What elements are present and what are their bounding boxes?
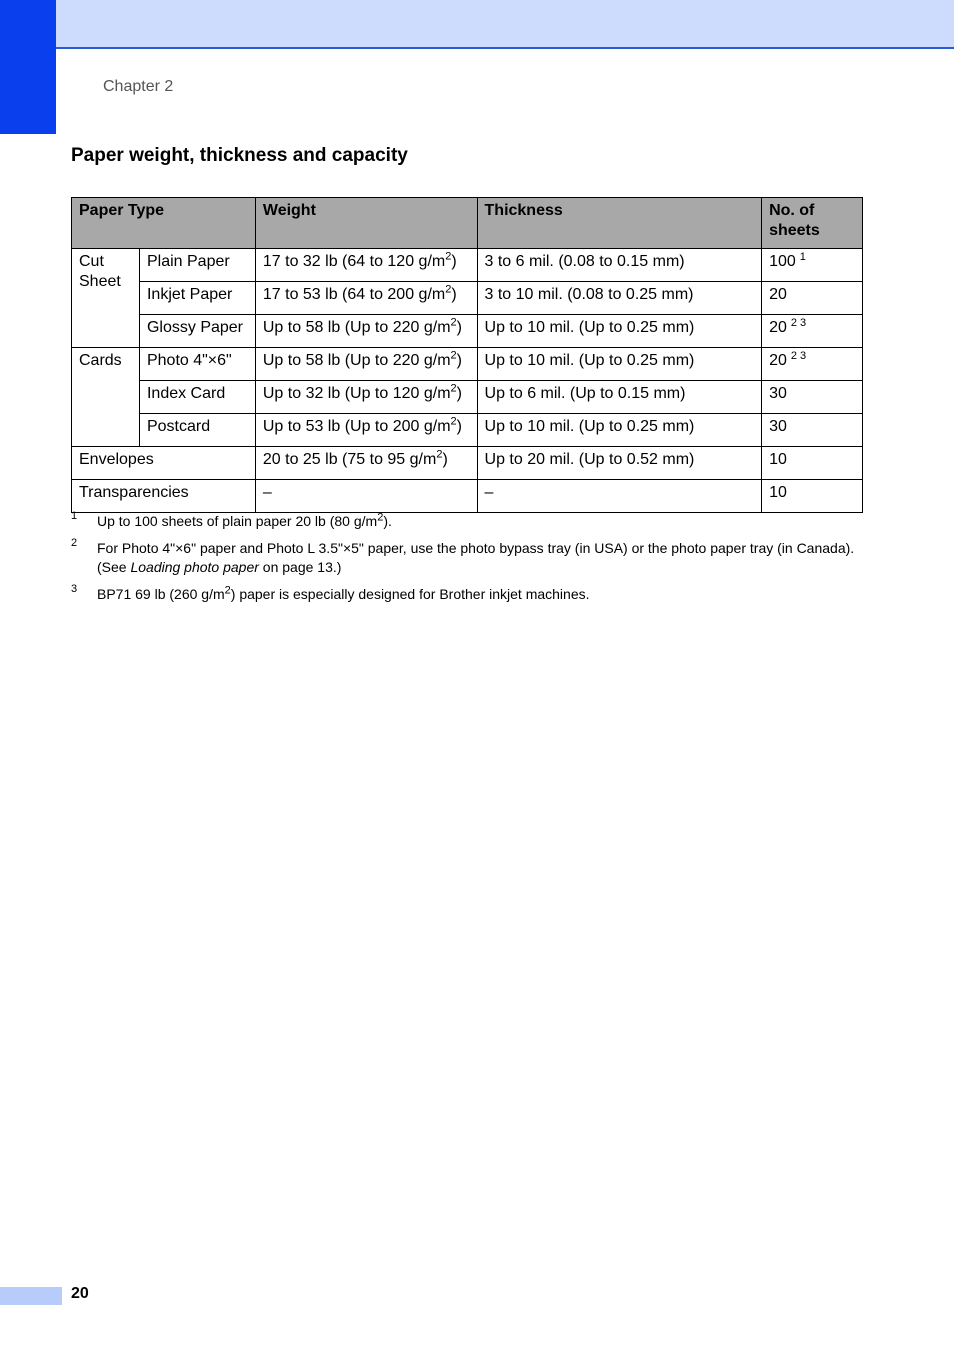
cell-sheets: 10 xyxy=(762,480,863,513)
table-row xyxy=(72,414,863,447)
footnote-text: Up to 100 sheets of plain paper 20 lb (80 g/m xyxy=(97,513,378,529)
group-cut-sheet xyxy=(72,249,140,348)
cell-sheets: 20 $^{2 3}$ xyxy=(762,315,863,348)
cell-type: Index Card xyxy=(139,381,255,414)
footnote: 3 BP71 69 lb (260 $g/m^2$) paper is especially designed for Brother inkjet machines. xyxy=(71,585,861,604)
cell-thickness: 3 to 6 mil. (0.08 to 0.15 mm) xyxy=(477,249,762,282)
table-row xyxy=(72,447,863,480)
header-thickness: Thickness xyxy=(477,198,762,249)
table-header-row xyxy=(72,198,863,249)
cell-type: Inkjet Paper xyxy=(139,282,255,315)
cell-sheets: 20 $^{2 3}$ xyxy=(762,348,863,381)
page-number-tab xyxy=(0,1287,62,1305)
cell-type: Transparencies xyxy=(72,480,256,513)
chapter-tab-marker xyxy=(0,0,56,134)
table-row xyxy=(72,480,863,513)
cell-thickness: Up to 10 mil. (Up to 0.25 mm) xyxy=(477,348,762,381)
cell-sheets: 30 xyxy=(762,381,863,414)
cell-type: Envelopes xyxy=(72,447,256,480)
cell-weight: 17 to 53 lb (64 to 200 $g/m^2$) xyxy=(255,282,477,315)
footnote-ref: 2 3 xyxy=(790,349,807,362)
table-row xyxy=(72,315,863,348)
footnote-number: 1 xyxy=(71,510,78,522)
header-weight: Weight xyxy=(255,198,477,249)
cell-sheets: 30 xyxy=(762,414,863,447)
table-row xyxy=(72,381,863,414)
table-row xyxy=(72,249,863,282)
group-label-line2: Sheet xyxy=(79,273,121,290)
cell-sheets: 100 $^1$ xyxy=(762,249,863,282)
page-number: 20 xyxy=(71,1285,89,1302)
cell-thickness: Up to 10 mil. (Up to 0.25 mm) xyxy=(477,414,762,447)
header-sheets-line2: sheets xyxy=(769,222,820,239)
group-cards: Cards xyxy=(72,348,140,447)
cell-weight: Up to 58 lb (Up to 220 $g/m^2$) xyxy=(255,315,477,348)
cell-thickness: Up to 20 mil. (Up to 0.52 mm) xyxy=(477,447,762,480)
cell-weight: 17 to 32 lb (64 to 120 $g/m^2$) xyxy=(255,249,477,282)
table-row xyxy=(72,348,863,381)
footnotes xyxy=(71,512,861,612)
cell-thickness: Up to 6 mil. (Up to 0.15 mm) xyxy=(477,381,762,414)
footnote-number: 3 xyxy=(71,583,78,595)
header-sheets-line1: No. of xyxy=(769,202,815,219)
header-band xyxy=(0,0,954,49)
header-sheets xyxy=(762,198,863,249)
cell-type: Plain Paper xyxy=(139,249,255,282)
cell-sheets: 10 xyxy=(762,447,863,480)
footnote-link-text: Loading photo paper xyxy=(130,559,259,575)
cell-type: Glossy Paper xyxy=(139,315,255,348)
cell-thickness: – xyxy=(477,480,762,513)
chapter-label: Chapter 2 xyxy=(103,78,174,95)
paper-spec-table xyxy=(71,197,863,513)
footnote-text: BP71 69 lb (260 g/m xyxy=(97,586,225,602)
table-row xyxy=(72,282,863,315)
header-paper-type: Paper Type xyxy=(72,198,256,249)
footnote-number: 2 xyxy=(71,537,78,549)
section-title: Paper weight, thickness and capacity xyxy=(71,145,408,166)
cell-sheets: 20 xyxy=(762,282,863,315)
footnote-ref: 1 xyxy=(799,250,806,263)
footnote-text: For Photo 4"×6" paper and Photo L 3.5"×5" paper, use the photo bypass tray (in USA) or the photo paper tray (in Canada). (See xyxy=(97,540,855,575)
footnote: 1 Up to 100 sheets of plain paper 20 lb (80 $g/m^2$). xyxy=(71,512,861,531)
cell-weight: Up to 58 lb (Up to 220 $g/m^2$) xyxy=(255,348,477,381)
cell-weight: Up to 32 lb (Up to 120 $g/m^2$) xyxy=(255,381,477,414)
cell-weight: – xyxy=(255,480,477,513)
cell-weight: Up to 53 lb (Up to 200 $g/m^2$) xyxy=(255,414,477,447)
cell-thickness: 3 to 10 mil. (0.08 to 0.25 mm) xyxy=(477,282,762,315)
cell-type: Postcard xyxy=(139,414,255,447)
cell-thickness: Up to 10 mil. (Up to 0.25 mm) xyxy=(477,315,762,348)
group-label-line1: Cut xyxy=(79,253,104,270)
footnote-ref: 2 3 xyxy=(790,316,807,329)
cell-weight: 20 to 25 lb (75 to 95 $g/m^2$) xyxy=(255,447,477,480)
footnote: 2 For Photo 4"×6" paper and Photo L 3.5"×5" paper, use the photo bypass tray (in USA) or the photo paper tray (in Canada). (See Loading photo paper on page 13.) xyxy=(71,539,861,577)
cell-type: Photo 4"×6" xyxy=(139,348,255,381)
